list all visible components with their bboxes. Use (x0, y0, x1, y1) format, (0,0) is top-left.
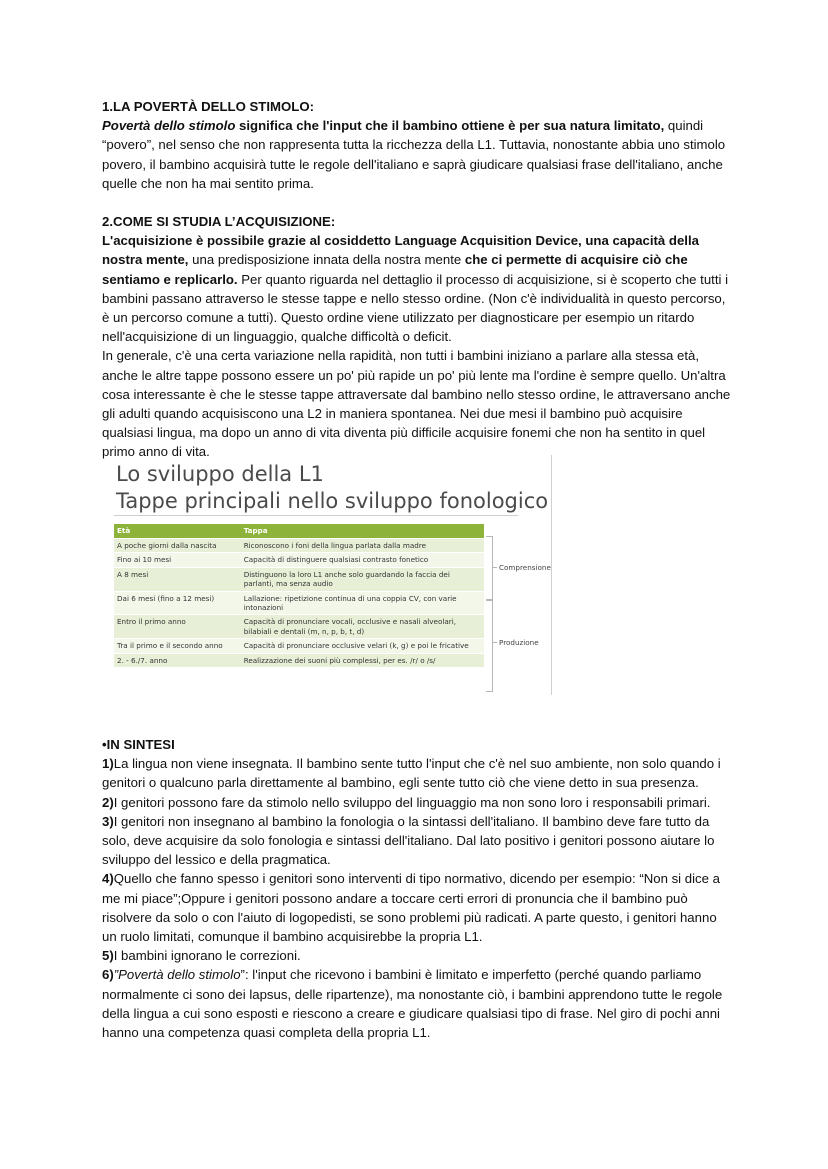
brace-tick (492, 642, 497, 643)
table-row: Fino ai 10 mesi Capacità di distinguere qualsiasi contrasto fonetico (114, 553, 484, 567)
brace-produzione (486, 600, 493, 692)
column-header-eta: Età (114, 524, 241, 539)
section-heading: 1.LA POVERTÀ DELLO STIMOLO: (102, 99, 314, 114)
section-poverta-stimolo (102, 97, 732, 193)
table-row: Entro il primo anno Capacità di pronunciare vocali, occlusive e nasali alveolari, bilabiali e dentali (m, n, p, b, t, d) (114, 615, 484, 639)
list-item: 1)La lingua non viene insegnata. Il bambino sente tutto l'input che c'è nel suo ambiente, non solo quando i genitori o qualcuno parla direttamente al bambino, egli sente tutto ciò che viene detto in sua presenza. (102, 756, 721, 791)
slide-figure (102, 455, 562, 695)
section-heading: •IN SINTESI (102, 737, 175, 752)
slide-title: Lo sviluppo della L1 Tappe principali nello sviluppo fonologico (116, 462, 549, 513)
section-paragraph: L'acquisizione è possibile grazie al cosiddetto Language Acquisition Device, una capacità della nostra mente, una predisposizione innata della nostra mente che ci permette di acquisire ciò che sentiamo e replicarlo. Per quanto riguarda nel dettaglio il processo di acquisizione, si è scoperto che tutti i bambini passano attraverso le stesse tappe e nello stesso ordine. (Non c'è individualità in questo percorso, è un percorso comune a tutti). Questo ordine viene utilizzato per diagnosticare per esempio un ritardo nell'acquisizione di un linguaggio, qualche difficoltà o deficit. (102, 233, 729, 345)
list-item: 4)Quello che fanno spesso i genitori sono interventi di tipo normativo, dicendo per esempio: “Non si dice a me mi piace”;Oppure i genitori possono andare a toccare certi errori di pronuncia che il bambino può risolvere da solo o con l'aiuto di logopedisti, se sono problemi più radicati. A parte questo, i genitori hanno un ruolo limitati, comunque il bambino acquisirebbe la propria L1. (102, 871, 720, 945)
list-item: 5)I bambini ignorano le correzioni. (102, 948, 301, 964)
tappe-table (114, 524, 484, 667)
column-header-tappa: Tappa (241, 524, 484, 539)
brace-comprensione (486, 536, 493, 600)
section-paragraph: In generale, c'è una certa variazione nella rapidità, non tutti i bambini iniziano a parlare alla stessa età, anche le altre tappe possono essere un po' più rapide un po' più lente ma l'ordine è sempre quello. Un'altra cosa interessante è che le stesse tappe attraversate dal bambino nello stesso ordine, le attraversano anche gli adulti quando acquisiscono una L2 in maniera spontanea. Nei due mesi il bambino può acquisire qualsiasi lingua, ma dopo un anno di vita diventa più difficile acquisire fonemi che non ha sentito in quel primo anno di vita. (102, 348, 731, 460)
label-comprensione: Comprensione (499, 563, 551, 572)
table-row: A 8 mesi Distinguono la loro L1 anche solo guardando la faccia dei parlanti, ma senza audio (114, 567, 484, 591)
slide-border (551, 455, 552, 695)
section-in-sintesi (102, 735, 732, 1042)
list-item: 6)”Povertà dello stimolo”: l'input che ricevono i bambini è limitato e imperfetto (perché quando parliamo normalmente ci sono dei lapsus, delle ripartenze), ma nonostante ciò, i bambini apprendono tutte le regole della lingua a cui sono esposti e riescono a creare e giudicare qualsiasi tipo di frase. Nel giro di pochi anni hanno una competenza quasi completa della propria L1. (102, 967, 723, 1041)
slide-title-rule (114, 515, 518, 516)
label-produzione: Produzione (499, 638, 539, 647)
table-row: Tra il primo e il secondo anno Capacità di pronunciare occlusive velari (k, g) e poi le fricative (114, 639, 484, 653)
list-item: 2)I genitori possono fare da stimolo nello sviluppo del linguaggio ma non sono loro i responsabili primari. (102, 794, 711, 810)
section-paragraph: Povertà dello stimolo significa che l'input che il bambino ottiene è per sua natura limitato, quindi “povero”, nel senso che non rappresenta tutta la ricchezza della L1. Tuttavia, nonostante abbia uno stimolo povero, il bambino acquisirà tutte le regole dell'italiano e saprà giudicare qualsiasi frase dell'italiano, anche quelle che non ha mai sentito prima. (102, 118, 726, 191)
brace-tick (492, 567, 497, 568)
list-item: 3)I genitori non insegnano al bambino la fonologia o la sintassi dell'italiano. Il bambino deve fare tutto da solo, deve acquisire da solo fonologia e sintassi dell'italiano. Dal lato positivo i genitori possono aiutare lo sviluppo del lessico e della pragmatica. (102, 813, 715, 868)
term-italic: Povertà dello stimolo (102, 118, 236, 134)
section-acquisizione (102, 212, 732, 462)
section-heading: 2.COME SI STUDIA L’ACQUISIZIONE: (102, 214, 336, 229)
table-row: A poche giorni dalla nascita Riconoscono i foni della lingua parlata dalla madre (114, 539, 484, 553)
table-row: Dai 6 mesi (fino a 12 mesi) Lallazione: ripetizione continua di una coppia CV, con varie intonazioni (114, 591, 484, 615)
table-row: 2. - 6./7. anno Realizzazione dei suoni più complessi, per es. /r/ o /s/ (114, 653, 484, 667)
table-header-row (114, 524, 484, 539)
